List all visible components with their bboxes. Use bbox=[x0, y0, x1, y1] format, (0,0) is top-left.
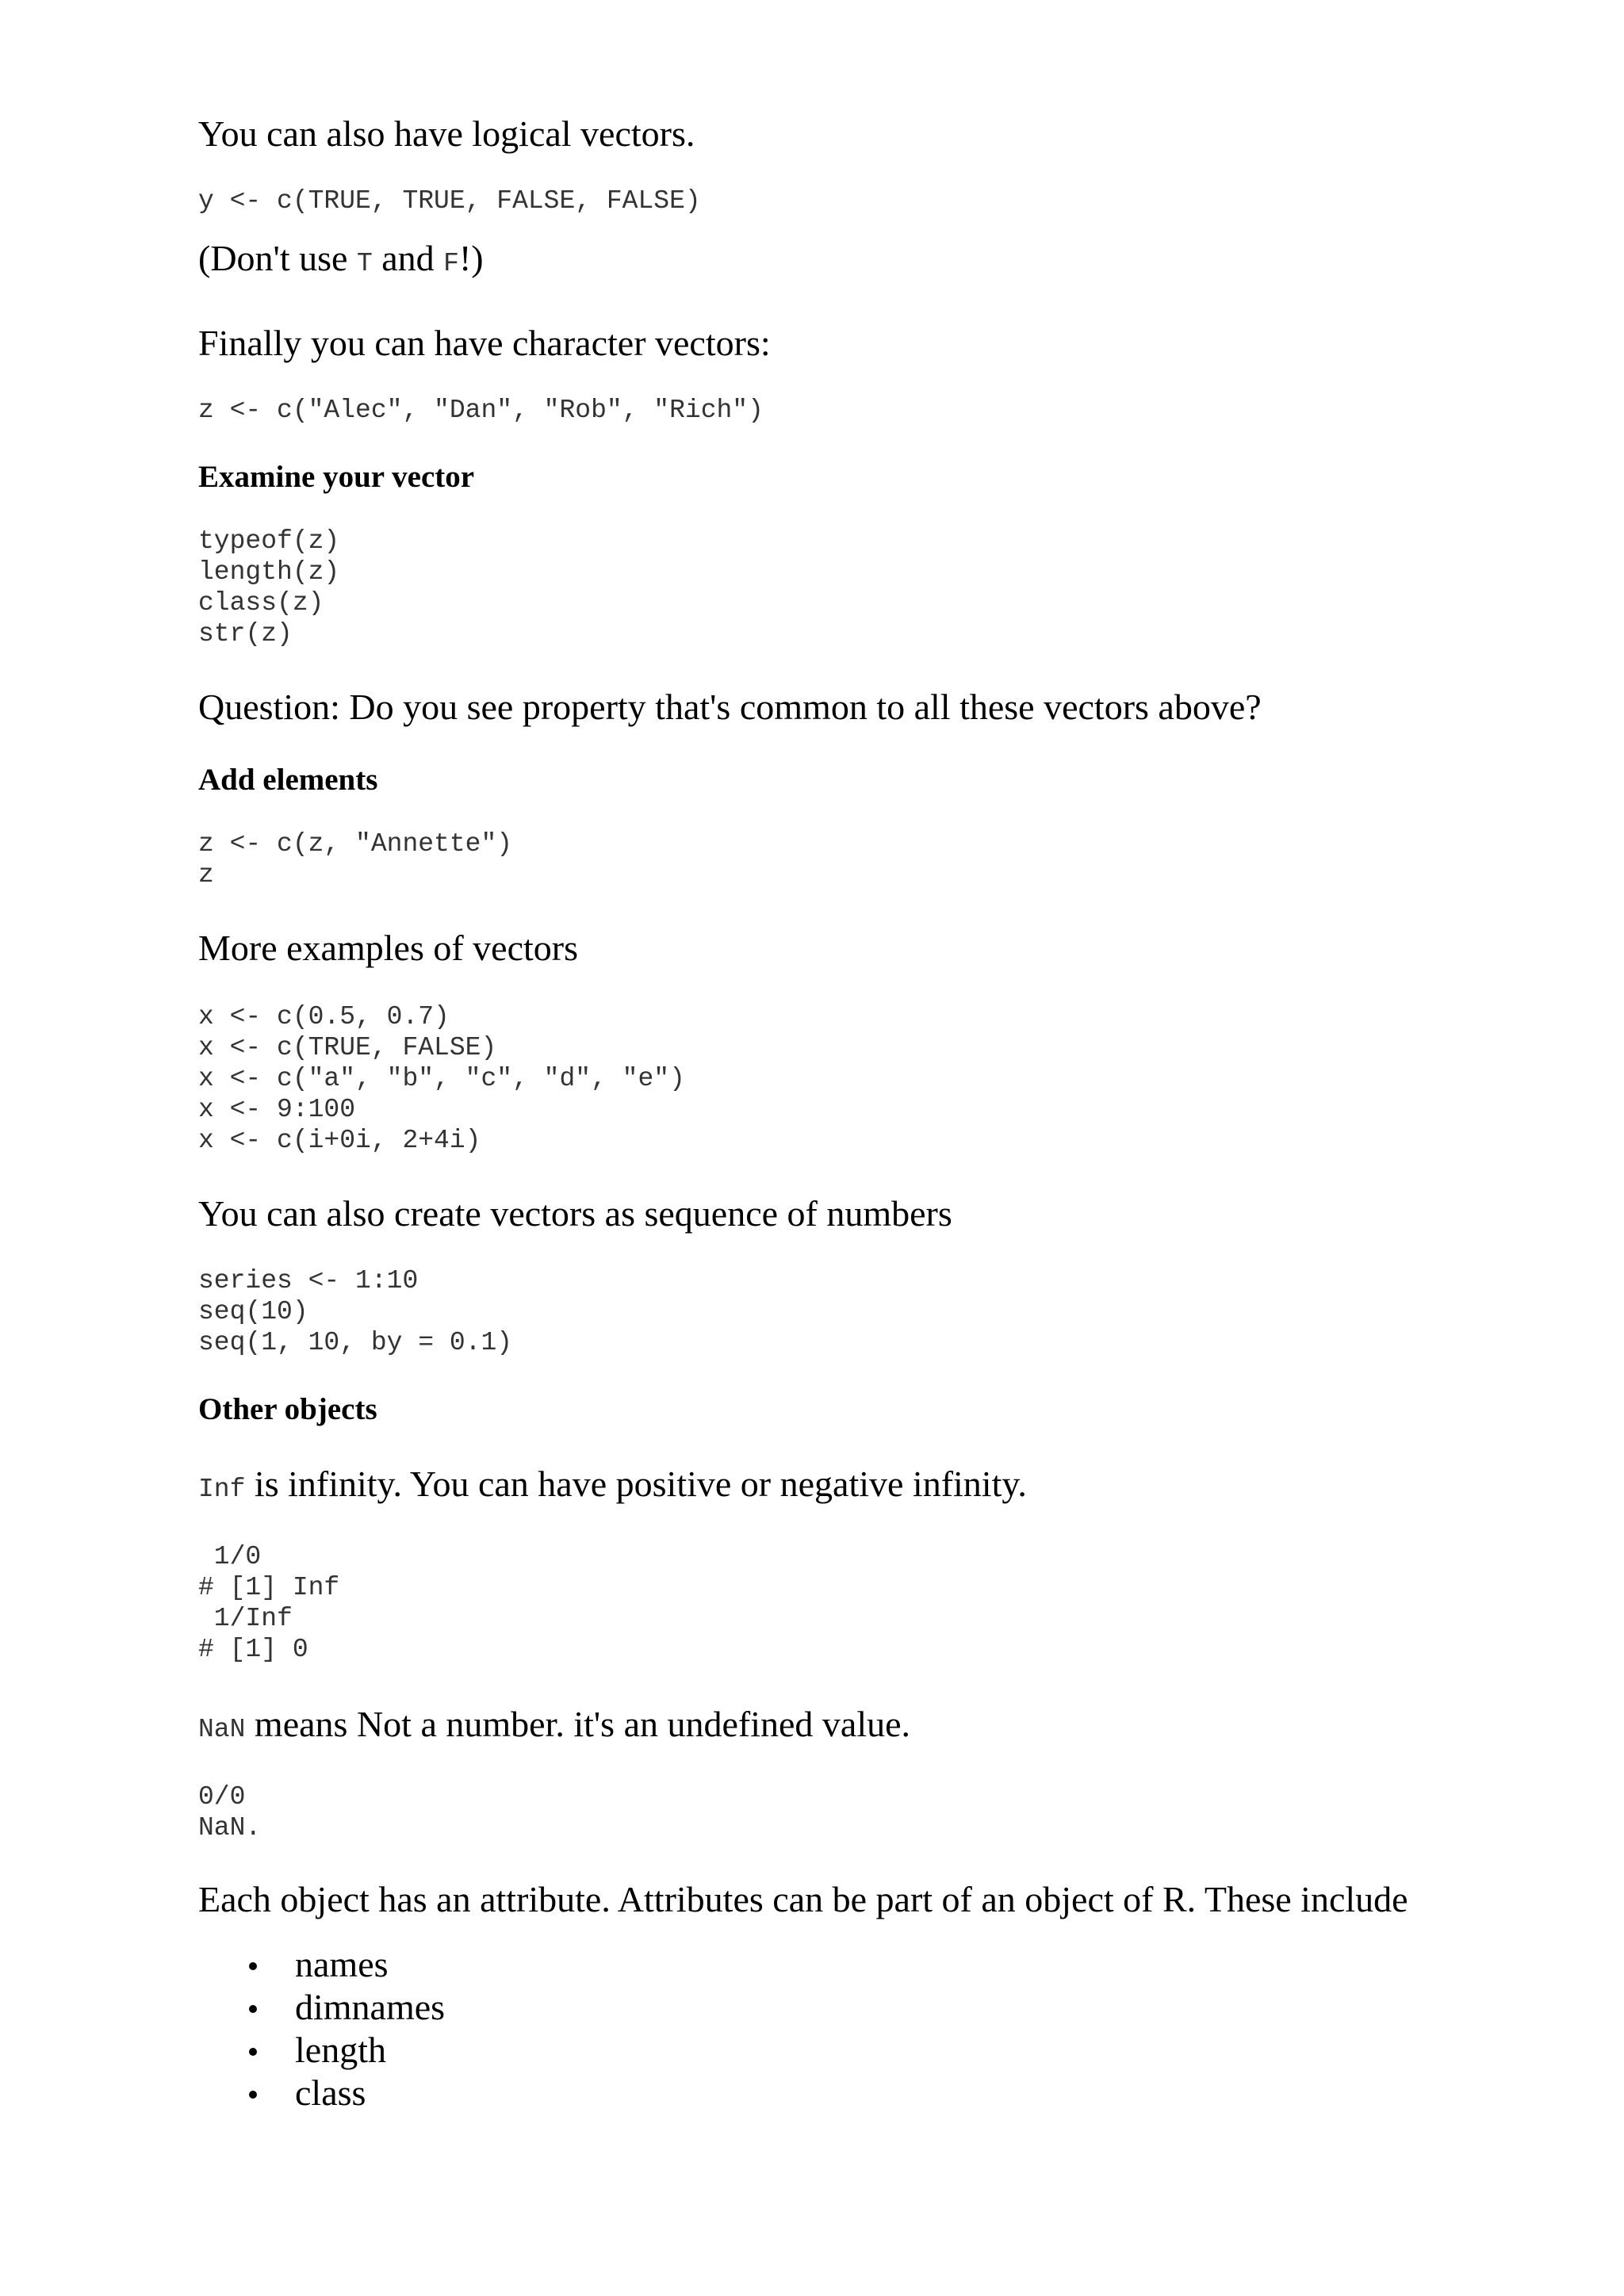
text-segment: (Don't use bbox=[198, 238, 357, 278]
paragraph-attributes: Each object has an attribute. Attributes can be part of an object of R. These include bbox=[198, 1879, 1408, 1919]
paragraph-character-vectors: Finally you can have character vectors: bbox=[198, 323, 771, 363]
text-segment: !) bbox=[458, 238, 484, 278]
list-item bbox=[198, 2029, 1546, 2072]
bullet-icon bbox=[249, 2005, 257, 2013]
inline-code-nan: NaN bbox=[198, 1715, 246, 1744]
bullet-icon bbox=[249, 2048, 257, 2056]
list-item-label: length bbox=[295, 2030, 386, 2070]
code-block-add: z <- c(z, "Annette") z bbox=[198, 829, 513, 890]
code-block-logical: y <- c(TRUE, TRUE, FALSE, FALSE) bbox=[198, 186, 701, 216]
text-segment: and bbox=[372, 238, 444, 278]
code-block-more-examples: x <- c(0.5, 0.7) x <- c(TRUE, FALSE) x <- c("a", "b", "c", "d", "e") x <- 9:100 x <- c(i+0i, 2+4i) bbox=[198, 1002, 685, 1155]
list-item-label: names bbox=[295, 1944, 389, 1984]
inline-code-inf: Inf bbox=[198, 1475, 246, 1504]
list-item bbox=[198, 1943, 1546, 1986]
code-block-nan: 0/0 NaN. bbox=[198, 1782, 262, 1843]
bullet-icon bbox=[249, 1962, 257, 1970]
paragraph-inf bbox=[198, 1461, 1546, 1513]
inline-code-f: F bbox=[443, 249, 459, 278]
code-block-inf: 1/0 # [1] Inf 1/Inf # [1] 0 bbox=[198, 1542, 340, 1664]
heading-add-elements: Add elements bbox=[198, 763, 378, 797]
paragraph-logical-vectors: You can also have logical vectors. bbox=[198, 113, 695, 154]
text-segment: means Not a number. it's an undefined value. bbox=[245, 1704, 911, 1744]
paragraph-more-examples: More examples of vectors bbox=[198, 928, 579, 968]
paragraph-question: Question: Do you see property that's common to all these vectors above? bbox=[198, 687, 1262, 727]
bullet-icon bbox=[249, 2091, 257, 2099]
paragraph-dont-use bbox=[198, 235, 1546, 287]
paragraph-sequence: You can also create vectors as sequence of numbers bbox=[198, 1193, 952, 1234]
list-item-label: dimnames bbox=[295, 1987, 446, 2027]
list-item bbox=[198, 1986, 1546, 2029]
code-block-character: z <- c("Alec", "Dan", "Rob", "Rich") bbox=[198, 396, 764, 425]
paragraph-nan bbox=[198, 1701, 1546, 1753]
text-segment: is infinity. You can have positive or negative infinity. bbox=[245, 1464, 1027, 1504]
code-block-sequence: series <- 1:10 seq(10) seq(1, 10, by = 0.1) bbox=[198, 1266, 513, 1357]
inline-code-t: T bbox=[356, 249, 373, 278]
heading-examine-vector: Examine your vector bbox=[198, 460, 475, 494]
document-page bbox=[198, 111, 1546, 2114]
heading-other-objects: Other objects bbox=[198, 1392, 377, 1426]
attributes-list bbox=[198, 1943, 1546, 2114]
list-item bbox=[198, 2072, 1546, 2114]
list-item-label: class bbox=[295, 2072, 366, 2113]
code-block-examine: typeof(z) length(z) class(z) str(z) bbox=[198, 526, 340, 649]
